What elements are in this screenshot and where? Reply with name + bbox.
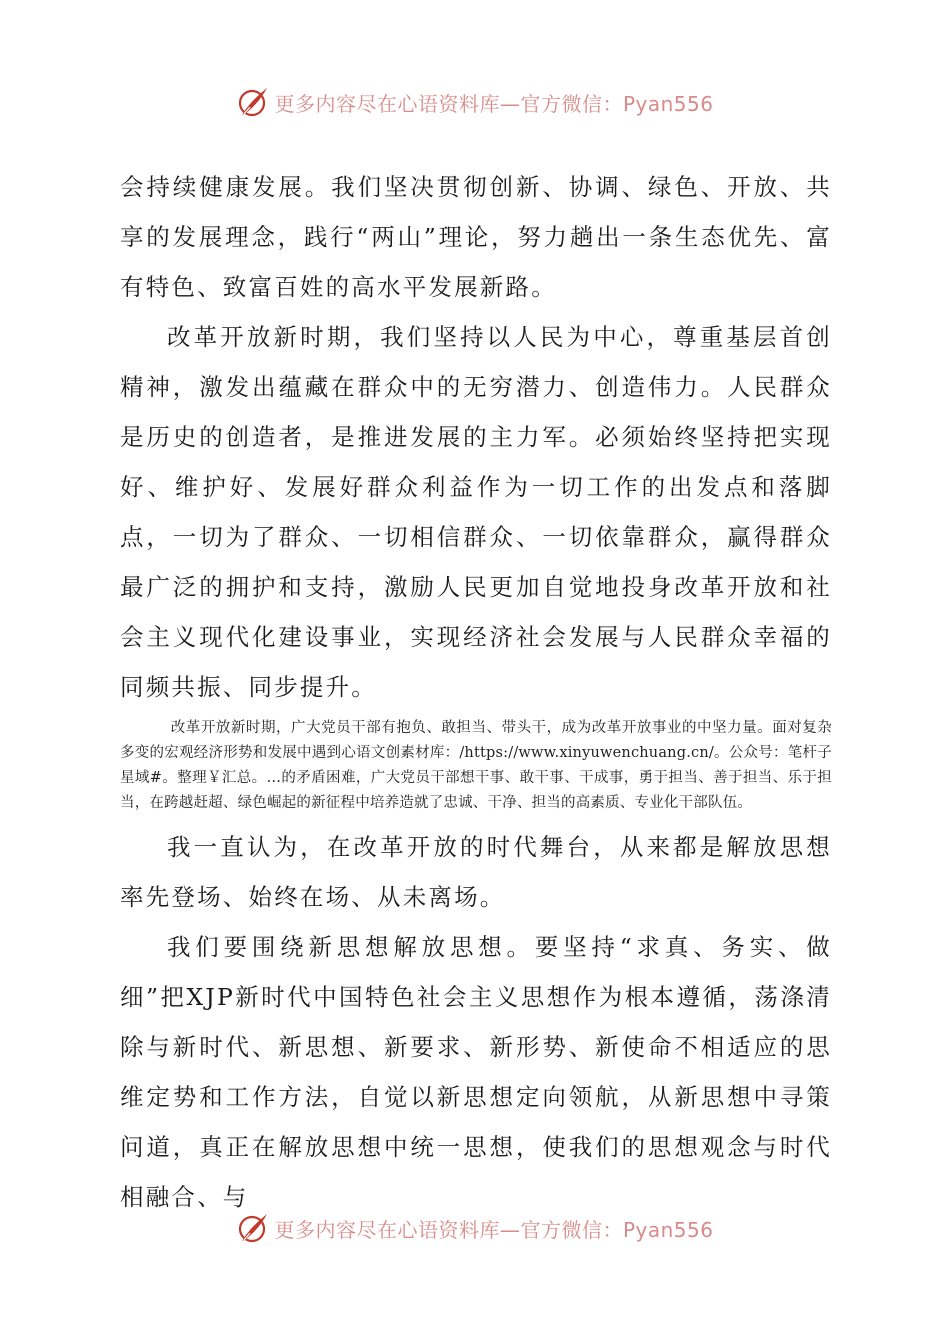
quill-pen-logo-icon [236, 85, 270, 119]
header-banner [0, 82, 950, 122]
paragraph-1: 会持续健康发展。我们坚决贯彻创新、协调、绿色、开放、共享的发展理念，践行“两山”理论，努力趟出一条生态优先、富有特色、致富百姓的高水平发展新路。 [120, 173, 832, 301]
paragraph-2: 改革开放新时期，我们坚持以人民为中心，尊重基层首创精神，激发出蕴藏在群众中的无穷潜力、创造伟力。人民群众是历史的创造者，是推进发展的主力军。必须始终坚持把实现好、维护好、发展好群众利益作为一切工作的出发点和落脚点，一切为了群众、一切相信群众、一切依靠群众，赢得群众最广泛的拥护和支持，激励人民更加自觉地投身改革开放和社会主义现代化建设事业，实现经济社会发展与人民群众幸福的同频共振、同步提升。 [120, 323, 832, 701]
inserted-note: 改革开放新时期，广大党员干部有抱负、敢担当、带头干，成为改革开放事业的中坚力量。面对复杂多变的宏观经济形势和发展中遇到心语文创素材库：/https://www.xinyuwenchuang.cn/。公众号：笔杆子星域#。整理￥汇总。…的矛盾困难，广大党员干部想干事、敢干事、干成事，勇于担当、善于担当、乐于担当，在跨越赶超、绿色崛起的新征程中培养造就了忠诚、干净、担当的高素质、专业化干部队伍。 [120, 720, 832, 811]
banner-text: 更多内容尽在心语资料库—官方微信：Pyan556 [274, 1217, 714, 1242]
paragraph-4: 我们要围绕新思想解放思想。要坚持“求真、务实、做细”把XJP新时代中国特色社会主义思想作为根本遵循，荡涤清除与新时代、新思想、新要求、新形势、新使命不相适应的思维定势和工作方法，自觉以新思想定向领航，从新思想中寻策问道，真正在解放思想中统一思想，使我们的思想观念与时代相融合、与 [120, 933, 832, 1211]
banner-text: 更多内容尽在心语资料库—官方微信：Pyan556 [274, 91, 714, 116]
document-body [120, 162, 832, 1222]
paragraph-3: 我一直认为，在改革开放的时代舞台，从来都是解放思想率先登场、始终在场、从未离场。 [120, 833, 832, 911]
quill-pen-logo-icon [236, 1211, 270, 1245]
footer-banner [0, 1208, 950, 1248]
